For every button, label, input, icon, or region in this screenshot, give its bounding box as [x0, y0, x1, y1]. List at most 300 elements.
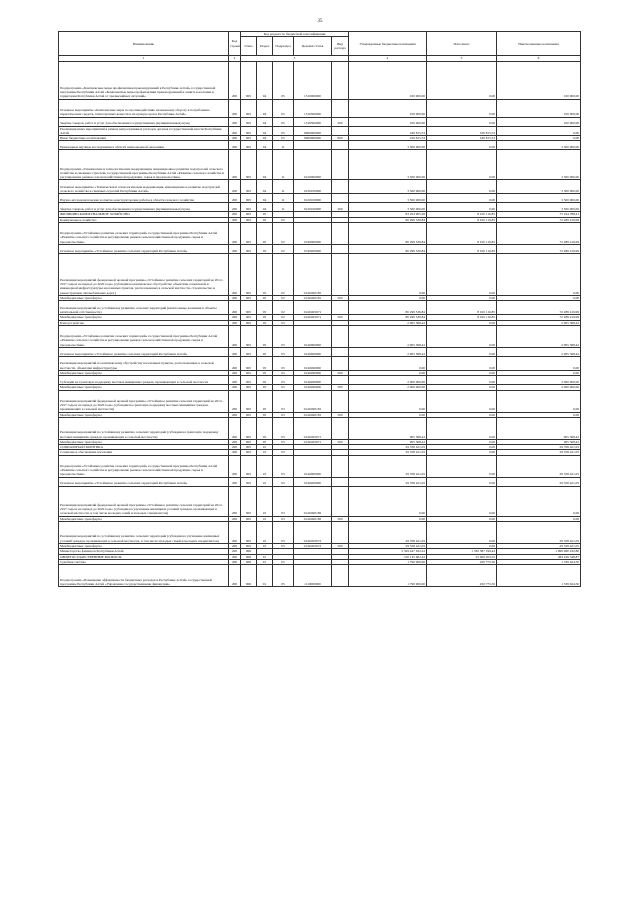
row-approved-cell: 83 204 905,26	[349, 212, 427, 217]
row-expense-type-cell: 800	[332, 136, 349, 141]
row-line-code-cell: 200	[229, 445, 241, 450]
row-glava-cell: 906	[241, 559, 257, 564]
row-approved-cell: 2 905 368,42	[349, 320, 427, 325]
row-line-code-cell: 200	[229, 212, 241, 217]
row-line-code-cell: 200	[229, 347, 241, 356]
row-glava-cell: 905	[241, 126, 257, 136]
table-row	[59, 565, 581, 587]
row-glava-cell: 905	[241, 315, 257, 320]
row-executed-cell: 0,00	[427, 390, 497, 412]
row-line-code-cell: 200	[229, 150, 241, 180]
row-razdel-cell: 05	[257, 212, 273, 217]
table-row	[59, 522, 581, 544]
row-approved-cell: 1 790 000,00	[349, 559, 427, 564]
row-razdel-cell: 04	[257, 180, 273, 194]
row-name-cell: Межбюджетные трансферты	[59, 315, 229, 320]
row-unexecuted-cell: 0,00	[497, 486, 581, 516]
row-line-code-cell: 200	[229, 99, 241, 117]
row-approved-cell: 3 500 000,00	[349, 203, 427, 212]
row-razdel-cell: 05	[257, 245, 273, 254]
row-executed-cell: 1 330 387 199,42	[427, 549, 497, 554]
row-expense-type-cell: 500	[332, 370, 349, 375]
row-unexecuted-cell: 29 358 421,05	[497, 522, 581, 544]
header-razdel: Раздел	[257, 37, 273, 56]
row-line-code-cell: 200	[229, 296, 241, 301]
row-podrazdel-cell: 03	[273, 390, 294, 412]
row-target-article-cell: 0140490000	[294, 356, 332, 370]
row-target-article-cell: 1110000000	[294, 565, 332, 587]
row-executed-cell: 25 909 053,55	[427, 554, 497, 559]
row-unexecuted-cell: 2 000 000,00	[497, 376, 581, 385]
row-unexecuted-cell: 2 905 368,42	[497, 325, 581, 347]
row-name-cell: Межбюджетные трансферты	[59, 370, 229, 375]
row-podrazdel-cell: 11	[273, 203, 294, 212]
row-line-code-cell: 200	[229, 194, 241, 203]
row-executed-cell: 0,00	[427, 320, 497, 325]
row-name-cell: Коммунальное хозяйство	[59, 217, 229, 222]
row-razdel-cell: 05	[257, 320, 273, 325]
row-razdel-cell: 05	[257, 370, 273, 375]
row-glava-cell: 905	[241, 417, 257, 439]
row-razdel-cell: 05	[257, 325, 273, 347]
header-col-number: 2	[229, 56, 241, 61]
row-expense-type-cell	[332, 325, 349, 347]
table-row	[59, 180, 581, 194]
row-target-article-cell: 0140490000	[294, 370, 332, 375]
row-executed-cell: 0,00	[427, 356, 497, 370]
row-target-article-cell: 01401R0181	[294, 296, 332, 301]
row-razdel-cell: 01	[257, 559, 273, 564]
row-podrazdel-cell: 11	[273, 180, 294, 194]
row-expense-type-cell	[332, 347, 349, 356]
row-name-cell: Межбюджетные трансферты	[59, 385, 229, 390]
row-podrazdel-cell: 02	[273, 223, 294, 245]
row-glava-cell: 906	[241, 565, 257, 587]
row-target-article-cell: 0140490000	[294, 376, 332, 385]
table-row	[59, 141, 581, 150]
row-name-cell: Прикладные научные исследования в области национальной экономики	[59, 141, 229, 150]
row-name-cell: Иные бюджетные ассигнования	[59, 136, 229, 141]
row-target-article-cell: 01401R5672	[294, 522, 332, 544]
row-name-cell: Подпрограмма «Устойчивое развитие сельских территорий» государственной программы Республики Алтай «Развитие сельского хозяйства и регулирование рынков сельскохозяйственной продукции, сырья и продовольствия»	[59, 455, 229, 477]
row-executed-cell: 0,00	[427, 141, 497, 150]
row-expense-type-cell	[332, 245, 349, 254]
table-row	[59, 117, 581, 126]
header-kod-stroki: Код строки	[229, 32, 241, 56]
row-unexecuted-cell: 100 000,00	[497, 99, 581, 117]
row-unexecuted-cell: 3 500 000,00	[497, 180, 581, 194]
row-name-cell: Судебная система	[59, 559, 229, 564]
row-glava-cell: 905	[241, 522, 257, 544]
row-podrazdel-cell: 02	[273, 301, 294, 315]
row-approved-cell: 29 358 421,05	[349, 522, 427, 544]
row-unexecuted-cell: 29 358 421,05	[497, 544, 581, 549]
row-target-article-cell: 01401R5672	[294, 544, 332, 549]
row-expense-type-cell	[332, 486, 349, 516]
row-podrazdel-cell: 05	[273, 99, 294, 117]
row-approved-cell: 169 815,53	[349, 136, 427, 141]
row-name-cell: Подпрограмма «Повышение эффективности бюджетных расходов в Республике Алтай» государственной программы Республики Алтай «Управление государственными финансами»	[59, 565, 229, 587]
row-executed-cell: 0,00	[427, 412, 497, 417]
row-unexecuted-cell: 2 905 368,42	[497, 320, 581, 325]
row-glava-cell: 905	[241, 212, 257, 217]
row-name-cell: Подпрограмма «Устойчивое развитие сельских территорий» государственной программы Республики Алтай «Развитие сельского хозяйства и регулирование рынков сельскохозяйственной продукции, сырья и продовольствия»	[59, 223, 229, 245]
row-razdel-cell: 04	[257, 136, 273, 141]
row-razdel-cell: 05	[257, 223, 273, 245]
row-name-cell: Подпрограмма «Комплексные меры профилактики правонарушений в Республике Алтай» государственной программы Республики Алтай «Комплексные меры профилактики правонарушений и защита населения и территории Республики Алтай от чрезвычайных ситуаций»	[59, 61, 229, 99]
row-podrazdel-cell: 03	[273, 439, 294, 444]
table-row	[59, 150, 581, 180]
row-name-cell: Субсидии на грантовую поддержку местных инициатив граждан, проживающих в сельской местности	[59, 376, 229, 385]
row-expense-type-cell: 200	[332, 203, 349, 212]
row-razdel-cell: 10	[257, 516, 273, 521]
row-target-article-cell: 9900000000	[294, 126, 332, 136]
row-line-code-cell: 200	[229, 126, 241, 136]
row-approved-cell: 100 000,00	[349, 99, 427, 117]
row-approved-cell: 100 000,00	[349, 61, 427, 99]
row-target-article-cell: 01401R0181	[294, 412, 332, 417]
row-executed-cell: 8 010 116,85	[427, 223, 497, 245]
row-expense-type-cell	[332, 180, 349, 194]
table-row	[59, 194, 581, 203]
row-line-code-cell: 200	[229, 180, 241, 194]
row-approved-cell: 0,00	[349, 370, 427, 375]
row-podrazdel-cell: 03	[273, 385, 294, 390]
row-razdel-cell: 05	[257, 385, 273, 390]
row-expense-type-cell	[332, 417, 349, 439]
row-name-cell: Межбюджетные трансферты	[59, 516, 229, 521]
row-line-code-cell: 200	[229, 376, 241, 385]
row-name-cell: Министерство финансов Республики Алтай	[59, 549, 229, 554]
table-row	[59, 301, 581, 315]
row-executed-cell: 0,00	[427, 117, 497, 126]
row-line-code-cell: 200	[229, 385, 241, 390]
row-podrazdel-cell: 02	[273, 254, 294, 296]
row-executed-cell: 0,00	[427, 455, 497, 477]
row-razdel-cell: 10	[257, 477, 273, 486]
table-row	[59, 376, 581, 385]
row-target-article-cell: 0120100000	[294, 180, 332, 194]
row-podrazdel-cell: 03	[273, 412, 294, 417]
row-unexecuted-cell: 29 358 421,05	[497, 477, 581, 486]
row-podrazdel-cell: 05	[273, 61, 294, 99]
row-line-code-cell: 200	[229, 455, 241, 477]
row-approved-cell: 0,00	[349, 296, 427, 301]
row-executed-cell: 0,00	[427, 439, 497, 444]
row-executed-cell: 0,00	[427, 516, 497, 521]
row-glava-cell: 905	[241, 412, 257, 417]
row-podrazdel-cell: 05	[273, 126, 294, 136]
row-razdel-cell: 05	[257, 376, 273, 385]
row-executed-cell: 8 010 116,85	[427, 315, 497, 320]
row-expense-type-cell	[332, 522, 349, 544]
row-executed-cell: 0,00	[427, 385, 497, 390]
row-razdel-cell: 10	[257, 544, 273, 549]
row-glava-cell: 905	[241, 385, 257, 390]
row-unexecuted-cell: 0,00	[497, 136, 581, 141]
table-row	[59, 325, 581, 347]
row-name-cell: Закупка товаров, работ и услуг для обеспечения государственных (муниципальных) нужд	[59, 203, 229, 212]
row-glava-cell: 905	[241, 347, 257, 356]
row-target-article-cell: 1510300000	[294, 99, 332, 117]
row-razdel-cell: 05	[257, 254, 273, 296]
budget-table	[58, 31, 581, 587]
row-line-code-cell: 200	[229, 544, 241, 549]
header-col-number: 6	[497, 56, 581, 61]
row-name-cell: Основное мероприятие «Устойчивое развитие сельских территорий Республики Алтай»	[59, 477, 229, 486]
table-row	[59, 356, 581, 370]
row-unexecuted-cell: 72 289 419,99	[497, 315, 581, 320]
row-razdel-cell: 05	[257, 356, 273, 370]
header-col-number: 4	[349, 56, 427, 61]
row-target-article-cell: 01401R0182	[294, 516, 332, 521]
row-name-cell: Подпрограмма «Технические и технологические модернизация, инновационное развитие подотраслей сельского хозяйства и смежных отраслей» государственной программы Республики Алтай «Развитие сельского хозяйства и регулирование рынков сельскохозяйственной продукции, сырья и продовольствия»	[59, 150, 229, 180]
row-podrazdel-cell: 02	[273, 315, 294, 320]
row-expense-type-cell	[332, 254, 349, 296]
row-unexecuted-cell: 0,00	[497, 516, 581, 521]
row-podrazdel-cell: 05	[273, 117, 294, 126]
row-unexecuted-cell: 1 339 624,50	[497, 559, 581, 564]
row-expense-type-cell	[332, 99, 349, 117]
row-glava-cell: 905	[241, 445, 257, 450]
row-approved-cell: 1 790 000,00	[349, 565, 427, 587]
row-approved-cell: 905 368,42	[349, 439, 427, 444]
row-target-article-cell: 01401R0181	[294, 390, 332, 412]
row-executed-cell: 0,00	[427, 376, 497, 385]
header-expense-type: Вид расхода	[332, 37, 349, 56]
row-razdel-cell: 05	[257, 301, 273, 315]
row-glava-cell: 905	[241, 217, 257, 222]
row-executed-cell: 0,00	[427, 544, 497, 549]
row-glava-cell: 905	[241, 325, 257, 347]
row-podrazdel-cell: 03	[273, 325, 294, 347]
header-col-number: 3	[241, 56, 349, 61]
row-unexecuted-cell: 2 905 368,42	[497, 347, 581, 356]
row-razdel-cell: 04	[257, 126, 273, 136]
row-line-code-cell: 200	[229, 370, 241, 375]
row-razdel-cell: 04	[257, 117, 273, 126]
row-name-cell: Основное мероприятие «Комплексные меры по противодействию незаконному обороту и потреблению наркотических средств, психотропных веществ и их прекурсоров в Республике Алтай»	[59, 99, 229, 117]
row-razdel-cell: 04	[257, 141, 273, 150]
row-executed-cell: 0,00	[427, 522, 497, 544]
row-executed-cell: 0,00	[427, 370, 497, 375]
table-row	[59, 455, 581, 477]
row-target-article-cell: 0140400000	[294, 477, 332, 486]
row-line-code-cell: 200	[229, 477, 241, 486]
row-podrazdel-cell: 05	[273, 565, 294, 587]
row-approved-cell: 905 368,42	[349, 417, 427, 439]
row-unexecuted-cell: 0,00	[497, 126, 581, 136]
row-executed-cell: 0,00	[427, 61, 497, 99]
row-executed-cell: 0,00	[427, 194, 497, 203]
row-approved-cell: 2 905 368,42	[349, 325, 427, 347]
row-executed-cell: 450 775,50	[427, 559, 497, 564]
row-approved-cell: 3 500 000,00	[349, 180, 427, 194]
row-razdel-cell: 04	[257, 61, 273, 99]
row-expense-type-cell	[332, 126, 349, 136]
row-executed-cell: 450 775,50	[427, 565, 497, 587]
row-approved-cell: 80 299 536,84	[349, 301, 427, 315]
row-expense-type-cell	[332, 141, 349, 150]
row-podrazdel-cell: 11	[273, 194, 294, 203]
row-unexecuted-cell: 72 289 419,99	[497, 245, 581, 254]
row-name-cell: Закупка товаров, работ и услуг для обеспечения государственных (муниципальных) нужд	[59, 117, 229, 126]
row-expense-type-cell	[332, 376, 349, 385]
row-approved-cell: 310 135 602,42	[349, 554, 427, 559]
row-target-article-cell: 01401R5671	[294, 301, 332, 315]
row-line-code-cell: 200	[229, 522, 241, 544]
table-row	[59, 347, 581, 356]
row-name-cell: ОБЩЕГОСУДАРСТВЕННЫЕ ВОПРОСЫ	[59, 554, 229, 559]
row-name-cell: СОЦИАЛЬНАЯ ПОЛИТИКА	[59, 445, 229, 450]
row-executed-cell: 0,00	[427, 203, 497, 212]
table-row	[59, 390, 581, 412]
row-unexecuted-cell: 0,00	[497, 412, 581, 417]
row-name-cell: Реализация мероприятий федеральной целевой программы «Устойчивое развитие сельских территорий на 2014 - 2017 годы и на период до 2020 года» (субсидии на грантовую поддержку местных инициатив граждан, проживающих в сельской местности)	[59, 390, 229, 412]
row-glava-cell: 905	[241, 141, 257, 150]
row-executed-cell: 0,00	[427, 347, 497, 356]
row-executed-cell: 0,00	[427, 254, 497, 296]
row-line-code-cell: 200	[229, 223, 241, 245]
row-razdel-cell: 05	[257, 217, 273, 222]
row-unexecuted-cell: 100 000,00	[497, 61, 581, 99]
row-glava-cell: 906	[241, 549, 257, 554]
row-approved-cell: 29 358 421,05	[349, 477, 427, 486]
row-approved-cell: 2 000 000,00	[349, 385, 427, 390]
row-line-code-cell: 200	[229, 417, 241, 439]
row-glava-cell: 905	[241, 296, 257, 301]
row-approved-cell: 0,00	[349, 254, 427, 296]
row-podrazdel-cell: 03	[273, 347, 294, 356]
row-target-article-cell: 0140400000	[294, 347, 332, 356]
row-expense-type-cell: 200	[332, 117, 349, 126]
row-line-code-cell: 200	[229, 390, 241, 412]
row-expense-type-cell: 500	[332, 516, 349, 521]
row-executed-cell: 0,00	[427, 150, 497, 180]
row-razdel-cell: 05	[257, 347, 273, 356]
row-podrazdel-cell: 03	[273, 544, 294, 549]
row-executed-cell: 169 815,53	[427, 126, 497, 136]
row-glava-cell: 905	[241, 61, 257, 99]
row-executed-cell: 8 010 116,85	[427, 212, 497, 217]
table-row	[59, 99, 581, 117]
row-target-article-cell: 0120100000	[294, 203, 332, 212]
row-line-code-cell: 200	[229, 203, 241, 212]
row-razdel-cell: 01	[257, 565, 273, 587]
row-podrazdel-cell: 03	[273, 417, 294, 439]
row-line-code-cell: 200	[229, 516, 241, 521]
row-expense-type-cell	[332, 301, 349, 315]
row-target-article-cell: 1510000000	[294, 61, 332, 99]
row-glava-cell: 905	[241, 301, 257, 315]
row-podrazdel-cell: 11	[273, 150, 294, 180]
row-glava-cell: 905	[241, 516, 257, 521]
row-line-code-cell: 200	[229, 412, 241, 417]
row-line-code-cell: 200	[229, 301, 241, 315]
header-executed: Исполнено	[427, 32, 497, 56]
row-target-article-cell	[294, 141, 332, 150]
row-name-cell: Реализация иных мероприятий в рамках непрограммных расходов органов государственной власти Республики Алтай	[59, 126, 229, 136]
row-name-cell: Реализация мероприятий по устойчивому развитию сельских территорий (субсидии на грантовую поддержку местных инициатив граждан, проживающих в сельской местности)	[59, 417, 229, 439]
row-expense-type-cell	[332, 61, 349, 99]
row-podrazdel-cell: 03	[273, 356, 294, 370]
row-line-code-cell: 200	[229, 450, 241, 455]
row-unexecuted-cell: 72 289 419,99	[497, 301, 581, 315]
row-podrazdel-cell: 03	[273, 455, 294, 477]
table-row	[59, 61, 581, 99]
row-podrazdel-cell: 05	[273, 136, 294, 141]
row-unexecuted-cell: 0,00	[497, 390, 581, 412]
row-podrazdel-cell: 03	[273, 522, 294, 544]
row-unexecuted-cell: 1 339 624,50	[497, 565, 581, 587]
row-razdel-cell: 10	[257, 445, 273, 450]
row-glava-cell: 906	[241, 554, 257, 559]
header-col-number: 5	[427, 56, 497, 61]
row-name-cell: Научно-исследовательские и опытно-конструкторские работы в области сельского хозяйства	[59, 194, 229, 203]
row-line-code-cell: 200	[229, 549, 241, 554]
table-row	[59, 223, 581, 245]
row-name-cell: ЖИЛИЩНО-КОММУНАЛЬНОЕ ХОЗЯЙСТВО	[59, 212, 229, 217]
row-podrazdel-cell: 02	[273, 245, 294, 254]
row-glava-cell: 905	[241, 320, 257, 325]
header-approved: Утвержденные бюджетные назначения	[349, 32, 427, 56]
table-row	[59, 245, 581, 254]
row-podrazdel-cell: 02	[273, 296, 294, 301]
row-line-code-cell: 200	[229, 559, 241, 564]
row-glava-cell: 905	[241, 180, 257, 194]
row-executed-cell: 8 010 116,85	[427, 245, 497, 254]
row-approved-cell: 3 500 000,00	[349, 194, 427, 203]
row-unexecuted-cell: 75 194 788,41	[497, 212, 581, 217]
row-unexecuted-cell: 3 500 000,00	[497, 150, 581, 180]
header-name: Наименование	[59, 32, 229, 56]
row-razdel-cell: 05	[257, 439, 273, 444]
row-executed-cell: 8 010 116,85	[427, 301, 497, 315]
header-classification-group: Код раздела по бюджетной классификации	[241, 32, 349, 37]
row-line-code-cell: 200	[229, 141, 241, 150]
row-glava-cell: 905	[241, 150, 257, 180]
row-expense-type-cell: 500	[332, 412, 349, 417]
row-target-article-cell: 0740000000	[294, 223, 332, 245]
row-unexecuted-cell: 1 999 060 432,80	[497, 549, 581, 554]
row-expense-type-cell	[332, 477, 349, 486]
row-unexecuted-cell: 905 368,42	[497, 417, 581, 439]
row-line-code-cell: 200	[229, 245, 241, 254]
table-row	[59, 486, 581, 516]
row-target-article-cell: 0140000000	[294, 325, 332, 347]
row-expense-type-cell	[332, 150, 349, 180]
row-podrazdel-cell: 03	[273, 450, 294, 455]
row-expense-type-cell	[332, 194, 349, 203]
row-target-article-cell: 01401R5671	[294, 315, 332, 320]
row-podrazdel-cell: 05	[273, 559, 294, 564]
row-glava-cell: 905	[241, 477, 257, 486]
row-unexecuted-cell: 3 500 000,00	[497, 194, 581, 203]
table-header	[59, 32, 581, 62]
row-line-code-cell: 200	[229, 565, 241, 587]
row-line-code-cell: 200	[229, 356, 241, 370]
row-name-cell: Реализация мероприятий по комплексному обустройству населенных пунктов, расположенных в сельской местности, объектами инфраструктуры	[59, 356, 229, 370]
row-unexecuted-cell: 0,00	[497, 296, 581, 301]
row-executed-cell: 0,00	[427, 477, 497, 486]
row-unexecuted-cell: 29 358 421,05	[497, 455, 581, 477]
page-number: 35	[317, 19, 323, 24]
header-glava: Глава	[241, 37, 257, 56]
row-approved-cell: 29 358 421,05	[349, 455, 427, 477]
row-glava-cell: 905	[241, 254, 257, 296]
row-approved-cell: 29 358 421,05	[349, 445, 427, 450]
row-executed-cell: 0,00	[427, 445, 497, 450]
